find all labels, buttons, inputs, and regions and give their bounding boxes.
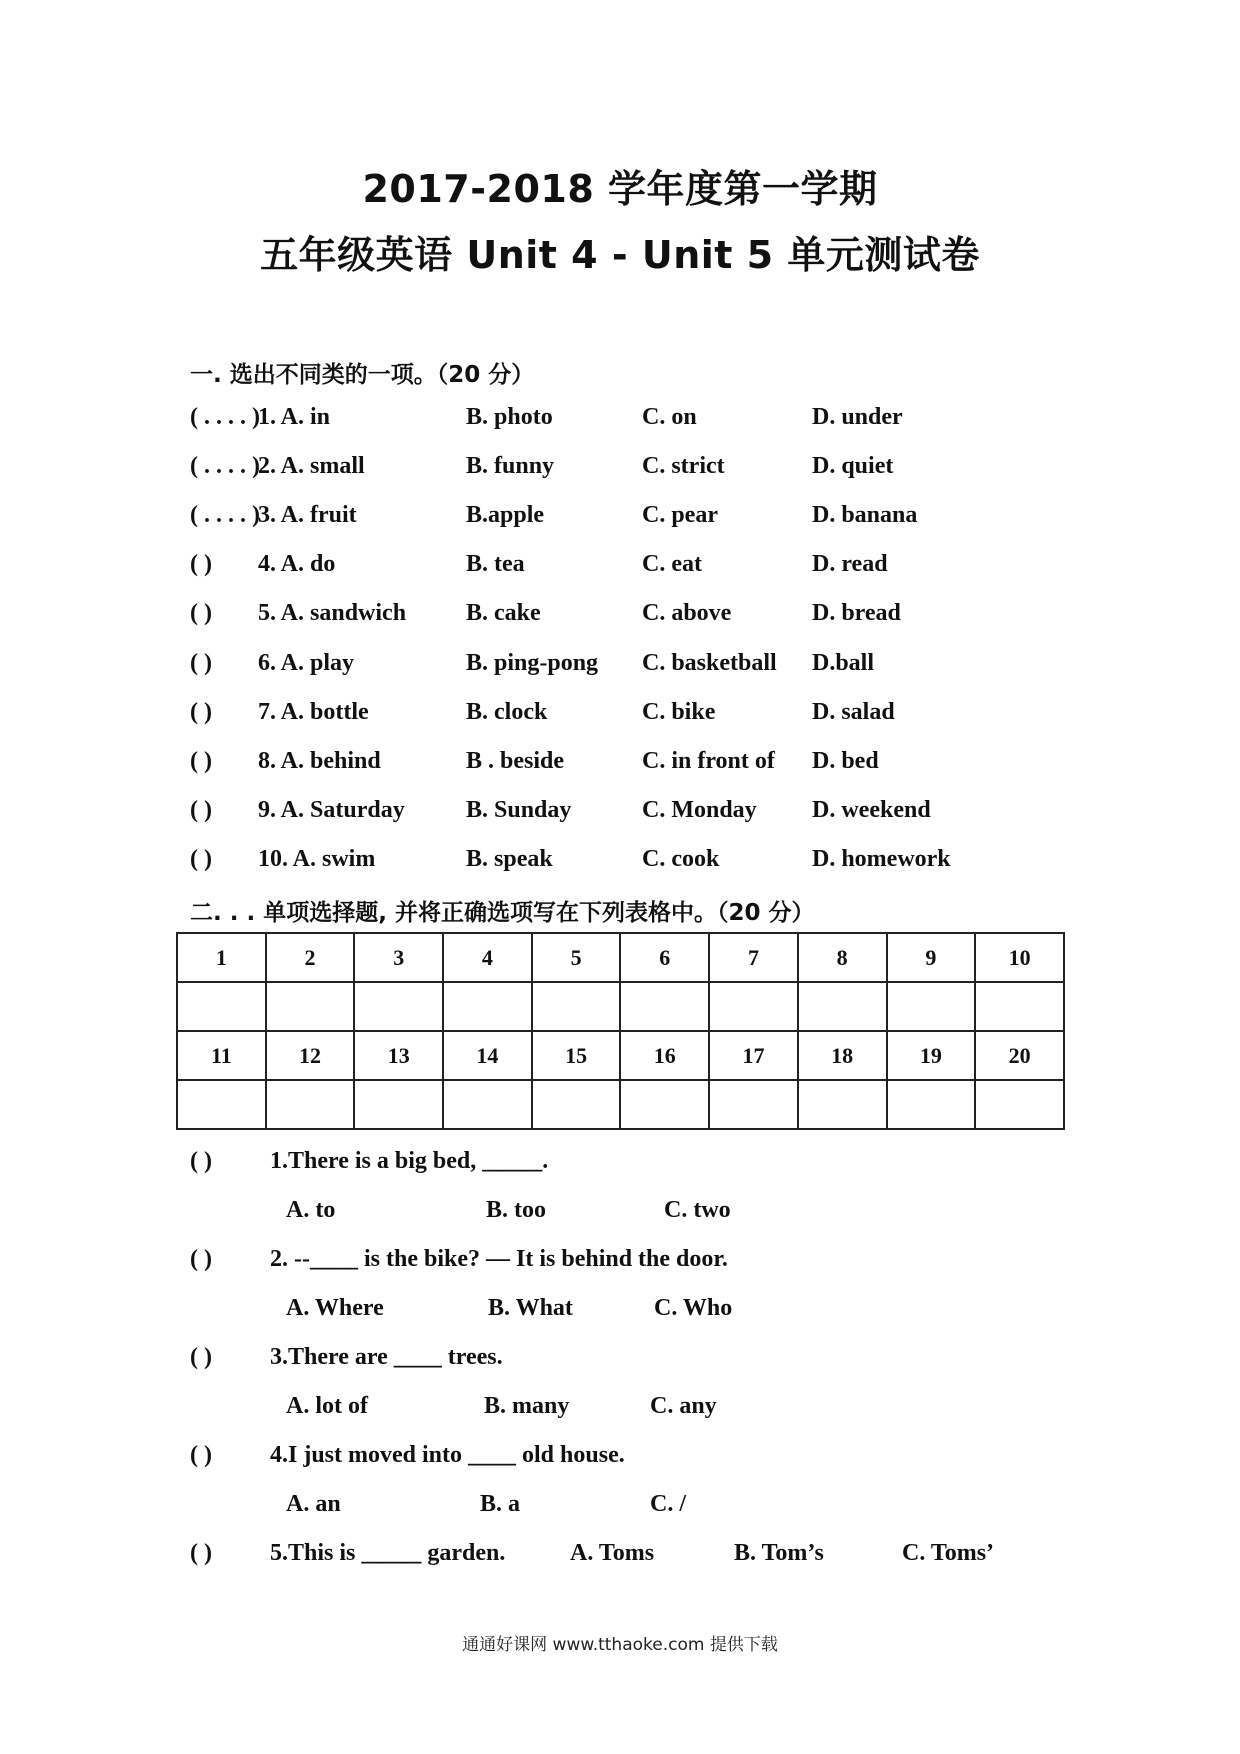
footer-source: 通通好课网 www.tthaoke.com 提供下载 [462,1635,778,1655]
answer-blank[interactable]: ( ) [190,551,212,577]
option-a: A. Toms [570,1540,655,1566]
answer-blank[interactable]: ( . . . . ) [190,502,260,528]
question-row [190,699,1090,733]
grid-answer-row [177,982,1064,1031]
grid-number: 8 [798,933,887,982]
option-c: C. any [650,1393,717,1419]
option-b: B. What [488,1295,573,1321]
option-d: D. read [812,551,888,577]
option-line [286,1197,1086,1231]
question-row [190,797,1090,831]
grid-number: 5 [532,933,621,982]
answer-grid [176,932,1065,1130]
grid-number: 3 [354,933,443,982]
grid-number: 19 [887,1031,976,1080]
answer-blank[interactable]: ( ) [190,1442,212,1468]
answer-blank[interactable]: ( ) [190,846,212,872]
option-c: C. strict [642,453,725,479]
grid-number: 11 [177,1031,266,1080]
option-d: D. bed [812,748,879,774]
option-b: B. cake [466,600,541,626]
question-stem: 1. A. in [258,404,331,430]
grid-number: 20 [975,1031,1064,1080]
answer-blank[interactable]: ( . . . . ) [190,453,260,479]
grid-answer-cell[interactable] [887,982,976,1031]
grid-answer-cell[interactable] [532,1080,621,1129]
grid-answer-cell[interactable] [177,1080,266,1129]
option-line [286,1491,1086,1525]
question-row [190,748,1090,782]
grid-answer-cell[interactable] [887,1080,976,1129]
grid-answer-cell[interactable] [975,982,1064,1031]
option-b: B. a [480,1491,521,1517]
option-line [286,1393,1086,1427]
question-stem: 2. A. small [258,453,365,479]
question-stem: 5.This is _____ garden. [270,1540,506,1566]
grid-answer-cell[interactable] [975,1080,1064,1129]
grid-answer-cell[interactable] [443,1080,532,1129]
grid-answer-cell[interactable] [709,1080,798,1129]
option-d: D.ball [812,650,875,676]
option-c: C. basketball [642,650,777,676]
question-stem: 4.I just moved into ____ old house. [270,1442,625,1468]
option-c: C. in front of [642,748,775,774]
section-1-heading: 一. 选出不同类的一项。（20 分） [190,362,535,388]
option-c: C. pear [642,502,718,528]
grid-answer-cell[interactable] [532,982,621,1031]
choice-question [190,1540,1150,1574]
answer-blank[interactable]: ( ) [190,600,212,626]
option-b: B. many [484,1393,570,1419]
option-c: C. Toms’ [902,1540,995,1566]
choice-question [190,1246,1150,1280]
option-d: D. homework [812,846,951,872]
question-stem: 6. A. play [258,650,355,676]
option-d: D. weekend [812,797,931,823]
answer-blank[interactable]: ( ) [190,650,212,676]
grid-number: 6 [620,933,709,982]
grid-answer-cell[interactable] [266,982,355,1031]
question-stem: 8. A. behind [258,748,381,774]
question-stem: 3.There are ____ trees. [270,1344,503,1370]
option-b: B. ping-pong [466,650,599,676]
grid-answer-cell[interactable] [443,982,532,1031]
option-d: D. salad [812,699,895,725]
question-stem: 9. A. Saturday [258,797,405,823]
question-row [190,650,1090,684]
answer-blank[interactable]: ( ) [190,1148,212,1174]
grid-answer-cell[interactable] [354,982,443,1031]
option-b: B. photo [466,404,553,430]
grid-number: 12 [266,1031,355,1080]
grid-answer-cell[interactable] [709,982,798,1031]
option-d: D. quiet [812,453,894,479]
question-stem: 5. A. sandwich [258,600,407,626]
choice-question [190,1442,1150,1476]
option-a: A. Where [286,1295,384,1321]
grid-number: 13 [354,1031,443,1080]
option-b: B. too [486,1197,546,1223]
option-b: B. clock [466,699,548,725]
grid-number: 10 [975,933,1064,982]
grid-answer-cell[interactable] [798,1080,887,1129]
question-stem: 2. --____ is the bike? — It is behind the door. [270,1246,728,1272]
option-c: C. above [642,600,732,626]
option-b: B. tea [466,551,525,577]
grid-number: 2 [266,933,355,982]
option-c: C. Who [654,1295,733,1321]
grid-number: 16 [620,1031,709,1080]
grid-number: 4 [443,933,532,982]
question-row [190,502,1090,536]
question-stem: 7. A. bottle [258,699,369,725]
grid-answer-cell[interactable] [354,1080,443,1129]
grid-answer-cell[interactable] [620,982,709,1031]
option-d: D. bread [812,600,901,626]
grid-answer-cell[interactable] [177,982,266,1031]
option-b: B. Tom’s [734,1540,824,1566]
option-c: C. Monday [642,797,757,823]
page-title: 2017-2018 学年度第一学期 [362,167,878,211]
grid-number: 1 [177,933,266,982]
choice-question [190,1148,1150,1182]
question-row [190,404,1090,438]
option-c: C. bike [642,699,716,725]
grid-number: 18 [798,1031,887,1080]
answer-blank[interactable]: ( ) [190,1344,212,1370]
answer-blank[interactable]: ( ) [190,1540,212,1566]
question-row [190,453,1090,487]
option-d: D. under [812,404,903,430]
question-row [190,551,1090,585]
choice-question [190,1344,1150,1378]
option-b: B. speak [466,846,553,872]
grid-number: 9 [887,933,976,982]
grid-number: 14 [443,1031,532,1080]
grid-number: 7 [709,933,798,982]
option-c: C. cook [642,846,720,872]
option-a: A. to [286,1197,336,1223]
option-b: B.apple [466,502,545,528]
grid-number: 15 [532,1031,621,1080]
grid-number: 17 [709,1031,798,1080]
option-a: A. lot of [286,1393,368,1419]
answer-blank[interactable]: ( ) [190,748,212,774]
question-stem: 1.There is a big bed, _____. [270,1148,549,1174]
option-c: C. on [642,404,697,430]
answer-blank[interactable]: ( ) [190,1246,212,1272]
option-c: C. / [650,1491,686,1517]
option-b: B. funny [466,453,555,479]
question-row [190,846,1090,880]
grid-answer-row [177,1080,1064,1129]
page-subtitle: 五年级英语 Unit 4 - Unit 5 单元测试卷 [260,233,980,277]
option-a: A. an [286,1491,341,1517]
grid-answer-cell[interactable] [266,1080,355,1129]
question-stem: 3. A. fruit [258,502,357,528]
option-b: B. Sunday [466,797,572,823]
grid-answer-cell[interactable] [620,1080,709,1129]
option-c: C. two [664,1197,731,1223]
grid-answer-cell[interactable] [798,982,887,1031]
section-2-heading: 二. . . 单项选择题, 并将正确选项写在下列表格中。（20 分） [190,900,815,926]
option-d: D. banana [812,502,918,528]
question-stem: 10. A. swim [258,846,376,872]
grid-number-row [177,1031,1064,1080]
grid-number-row [177,933,1064,982]
option-b: B . beside [466,748,565,774]
answer-blank[interactable]: ( ) [190,797,212,823]
answer-blank[interactable]: ( . . . . ) [190,404,260,430]
question-stem: 4. A. do [258,551,336,577]
question-row [190,600,1090,634]
option-line [286,1295,1086,1329]
answer-blank[interactable]: ( ) [190,699,212,725]
option-c: C. eat [642,551,702,577]
